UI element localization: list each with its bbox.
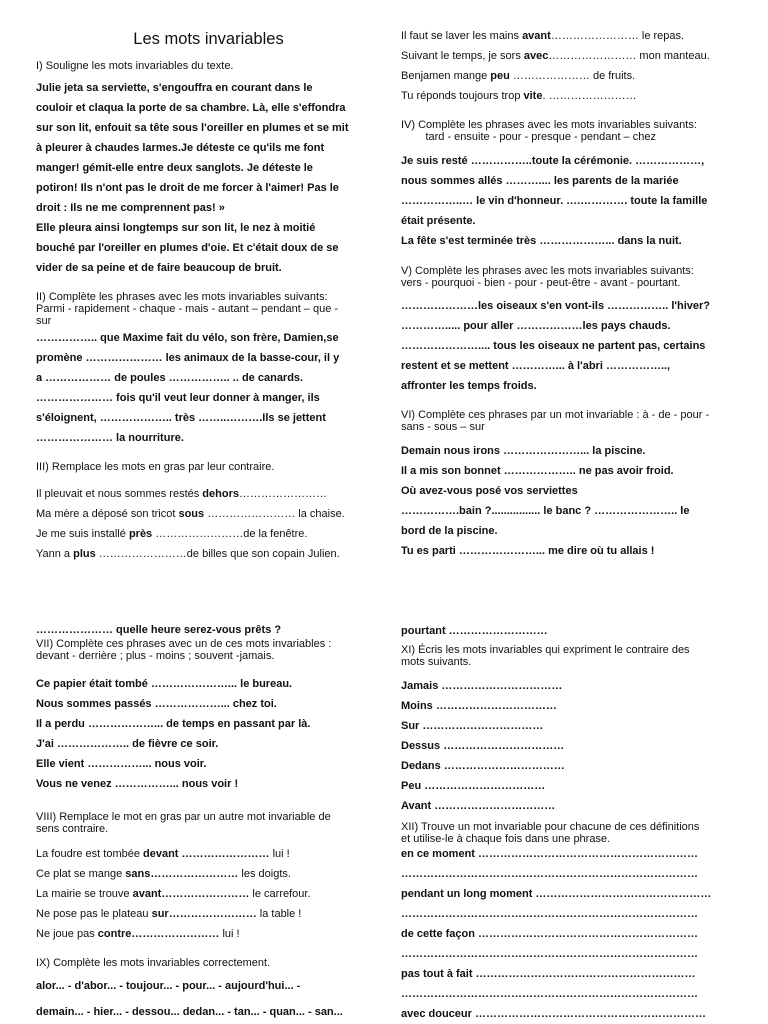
exercise-line: Dessus …………………………… <box>401 740 565 752</box>
exercise-line: a ……………… de poules …………….. .. de canards. <box>36 372 304 384</box>
exercise-line: s'éloignent, ……………….. très ……..……….Ils se jettent <box>36 412 326 424</box>
exercise-2-sentences <box>36 328 381 448</box>
exercise-line: J'ai ……………….. de fièvre ce soir. <box>36 738 219 750</box>
exercise-line: Je suis resté ……………..toute la cérémonie. ………………, <box>401 155 705 167</box>
instruction-line: sur <box>36 315 52 327</box>
text-line: vider de sa peine et de faire beaucoup de bruit. <box>36 262 282 274</box>
exercise-line: ………………….... tous les oiseaux ne partent pas, certains <box>401 340 706 352</box>
exercise-line: ……………………………………………………………………… <box>401 988 698 1000</box>
exercise-4-sentences <box>401 151 746 251</box>
exercise-line: ……………………………………………………………………… <box>401 868 698 880</box>
exercise-line: ………………… fois qu'il veut leur donner à manger, ils <box>36 392 320 404</box>
exercise-3-sentences <box>36 484 381 564</box>
instruction-line: XI) Écris les mots invariables qui expriment le contraire des <box>401 644 690 656</box>
text-line: Julie jeta sa serviette, s'engouffra en courant dans le <box>36 82 313 94</box>
exercise-continued: pourtant ……………………… <box>401 625 548 637</box>
instruction-line: IV) Complète les phrases avec les mots invariables suivants: <box>401 119 697 131</box>
exercise-line: La mairie se trouve avant…………………… le carrefour. <box>36 888 311 900</box>
exercise-line: Peu …………………………… <box>401 780 546 792</box>
exercise-5-sentences <box>401 296 746 396</box>
exercise-line: Moins …………………………… <box>401 700 557 712</box>
exercise-12-definitions <box>401 844 746 1024</box>
exercise-line: …………….. que Maxime fait du vélo, son frère, Damien,se <box>36 332 339 344</box>
exercise-9-instruction: IX) Complète les mots invariables correctement. <box>36 957 271 969</box>
instruction-line: vers - pourquoi - bien - pour - peut-être - avant - pourtant. <box>401 277 681 289</box>
exercise-6-sentences <box>401 441 746 561</box>
exercise-11-words <box>401 676 746 816</box>
exercise-5-instruction <box>401 265 746 289</box>
exercise-line: en ce moment …………………………………………………… <box>401 848 699 860</box>
exercise-line: Avant …………………………… <box>401 800 556 812</box>
instruction-line: XII) Trouve un mot invariable pour chacune de ces définitions <box>401 821 700 833</box>
exercise-line: …………..... pour aller ………………les pays chauds. <box>401 320 671 332</box>
instruction-line: VI) Complète ces phrases par un mot invariable : à - de - pour - <box>401 409 710 421</box>
exercise-6-instruction <box>401 409 746 433</box>
exercise-line: Jamais …………………………… <box>401 680 563 692</box>
instruction-line: VII) Complète ces phrases avec un de ces mots invariables : <box>36 638 332 650</box>
exercise-line: de cette façon …………………………………………………… <box>401 928 699 940</box>
exercise-line: Il a mis son bonnet ……………….. ne pas avoir froid. <box>401 465 674 477</box>
instruction-line: II) Complète les phrases avec les mots invariables suivants: <box>36 291 328 303</box>
text-line: potiron! Ils n'ont pas le droit de me forcer à l'aimer! Pas le <box>36 182 339 194</box>
exercise-line: Tu es parti …………………... me dire où tu allais ! <box>401 545 655 557</box>
exercise-3-instruction: III) Remplace les mots en gras par leur contraire. <box>36 461 275 473</box>
exercise-line: Yann a plus ……………………de billes que son copain Julien. <box>36 548 340 560</box>
exercise-line: Tu réponds toujours trop vite. …………………… <box>401 90 637 102</box>
exercise-line: ……………………………………………………………………… <box>401 948 698 960</box>
text-line: manger! gémit-elle entre deux sanglots. Je déteste le <box>36 162 313 174</box>
exercise-line: pendant un long moment ………………………………………… <box>401 888 712 900</box>
exercise-line: Il faut se laver les mains avant…………………… le repas. <box>401 30 685 42</box>
exercise-1-text <box>36 78 381 278</box>
exercise-line: ……………..… le vin d'honneur. ….…………. toute la famille <box>401 195 708 207</box>
exercise-line: Benjamen mange peu ………………… de fruits. <box>401 70 636 82</box>
exercise-line: demain... - hier... - dessou... dedan... - tan... - quan... - san... <box>36 1006 343 1018</box>
exercise-line: ……………………………………………………………………… <box>401 908 698 920</box>
exercise-line: Ce plat se mange sans…………………… les doigts. <box>36 868 291 880</box>
instruction-line: Parmi - rapidement - chaque - mais - autant – pendant – que - <box>36 303 339 315</box>
instruction-line: devant - derrière ; plus - moins ; souvent -jamais. <box>36 650 275 662</box>
exercise-line: Suivant le temps, je sors avec…………………… mon manteau. <box>401 50 710 62</box>
instruction-line: tard - ensuite - pour - presque - pendant – chez <box>401 131 656 143</box>
exercise-line: Je me suis installé près ……………………de la fenêtre. <box>36 528 308 540</box>
exercise-8-sentences <box>36 844 381 944</box>
exercise-line: Ne joue pas contre…………………… lui ! <box>36 928 240 940</box>
text-line: bouché par l'oreiller en plumes d'oie. Et c'était doux de se <box>36 242 339 254</box>
text-line: sur son lit, enfouit sa tête sous l'oreiller en plumes et se mit <box>36 122 349 134</box>
exercise-line: La fête s'est terminée très ………………... dans la nuit. <box>401 235 682 247</box>
exercise-line: Ce papier était tombé …………………... le bureau. <box>36 678 293 690</box>
exercise-line: Nous sommes passés ………………... chez toi. <box>36 698 277 710</box>
exercise-line: Dedans …………………………… <box>401 760 565 772</box>
page-title: Les mots invariables <box>133 30 284 48</box>
exercise-line: Demain nous irons …………………... la piscine. <box>401 445 646 457</box>
exercise-line: était présente. <box>401 215 476 227</box>
exercise-line: …………….bain ?................ le banc ? ………………….. le <box>401 505 690 517</box>
exercise-1-instruction: I) Souligne les mots invariables du texte. <box>36 60 234 72</box>
exercise-line: alor... - d'abor... - toujour... - pour... - aujourd'hui... - <box>36 980 301 992</box>
exercise-line: Ne pose pas le plateau sur…………………… la table ! <box>36 908 302 920</box>
text-line: couloir et claqua la porte de sa chambre. Là, elle s'effondra <box>36 102 346 114</box>
instruction-line: V) Complète les phrases avec les mots invariables suivants: <box>401 265 694 277</box>
exercise-line: bord de la piscine. <box>401 525 498 537</box>
exercise-4-instruction <box>401 119 746 143</box>
exercise-line: Elle vient ……………... nous voir. <box>36 758 207 770</box>
text-line: droit : Ils ne me comprennent pas! » <box>36 202 225 214</box>
instruction-line: mots suivants. <box>401 656 472 668</box>
exercise-6-continued: ………………… quelle heure serez-vous prêts ? <box>36 624 282 636</box>
exercise-8-instruction <box>36 811 381 835</box>
instruction-line: sens contraire. <box>36 823 109 835</box>
exercise-line: Il a perdu ………………... de temps en passant par là. <box>36 718 311 730</box>
instruction-line: sans - sous – sur <box>401 421 485 433</box>
exercise-line: Vous ne venez ……………... nous voir ! <box>36 778 239 790</box>
exercise-2-instruction <box>36 291 381 327</box>
exercise-line: restent et se mettent …………... à l'abri …………….., <box>401 360 671 372</box>
exercise-line: …………………les oiseaux s'en vont-ils …………….. l'hiver? <box>401 300 711 312</box>
exercise-line: avec douceur ……………………………………………………… <box>401 1008 706 1020</box>
exercise-line: pas tout à fait …………………………………………………… <box>401 968 696 980</box>
exercise-12-instruction <box>401 821 746 845</box>
exercise-3-continued <box>401 26 746 106</box>
text-line: à pleurer à chaudes larmes.Je déteste ce qu'ils me font <box>36 142 325 154</box>
exercise-line: Il pleuvait et nous sommes restés dehors…………………… <box>36 488 327 500</box>
instruction-line: et utilise-le à chaque fois dans une phrase. <box>401 833 611 845</box>
exercise-line: ………………… la nourriture. <box>36 432 184 444</box>
exercise-7-instruction <box>36 638 381 662</box>
exercise-11-instruction <box>401 644 746 668</box>
exercise-line: nous sommes allés ……….... les parents de la mariée <box>401 175 679 187</box>
exercise-line: affronter les temps froids. <box>401 380 537 392</box>
instruction-line: VIII) Remplace le mot en gras par un autre mot invariable de <box>36 811 331 823</box>
text-line: Elle pleura ainsi longtemps sur son lit, le nez à moitié <box>36 222 316 234</box>
exercise-line: La foudre est tombée devant …………………… lui ! <box>36 848 290 860</box>
exercise-7-sentences <box>36 674 381 794</box>
exercise-line: Ma mère a déposé son tricot sous …………………… la chaise. <box>36 508 345 520</box>
exercise-line: Sur …………………………… <box>401 720 544 732</box>
exercise-line: promène ………………… les animaux de la basse-cour, il y <box>36 352 340 364</box>
exercise-line: Où avez-vous posé vos serviettes <box>401 485 578 497</box>
